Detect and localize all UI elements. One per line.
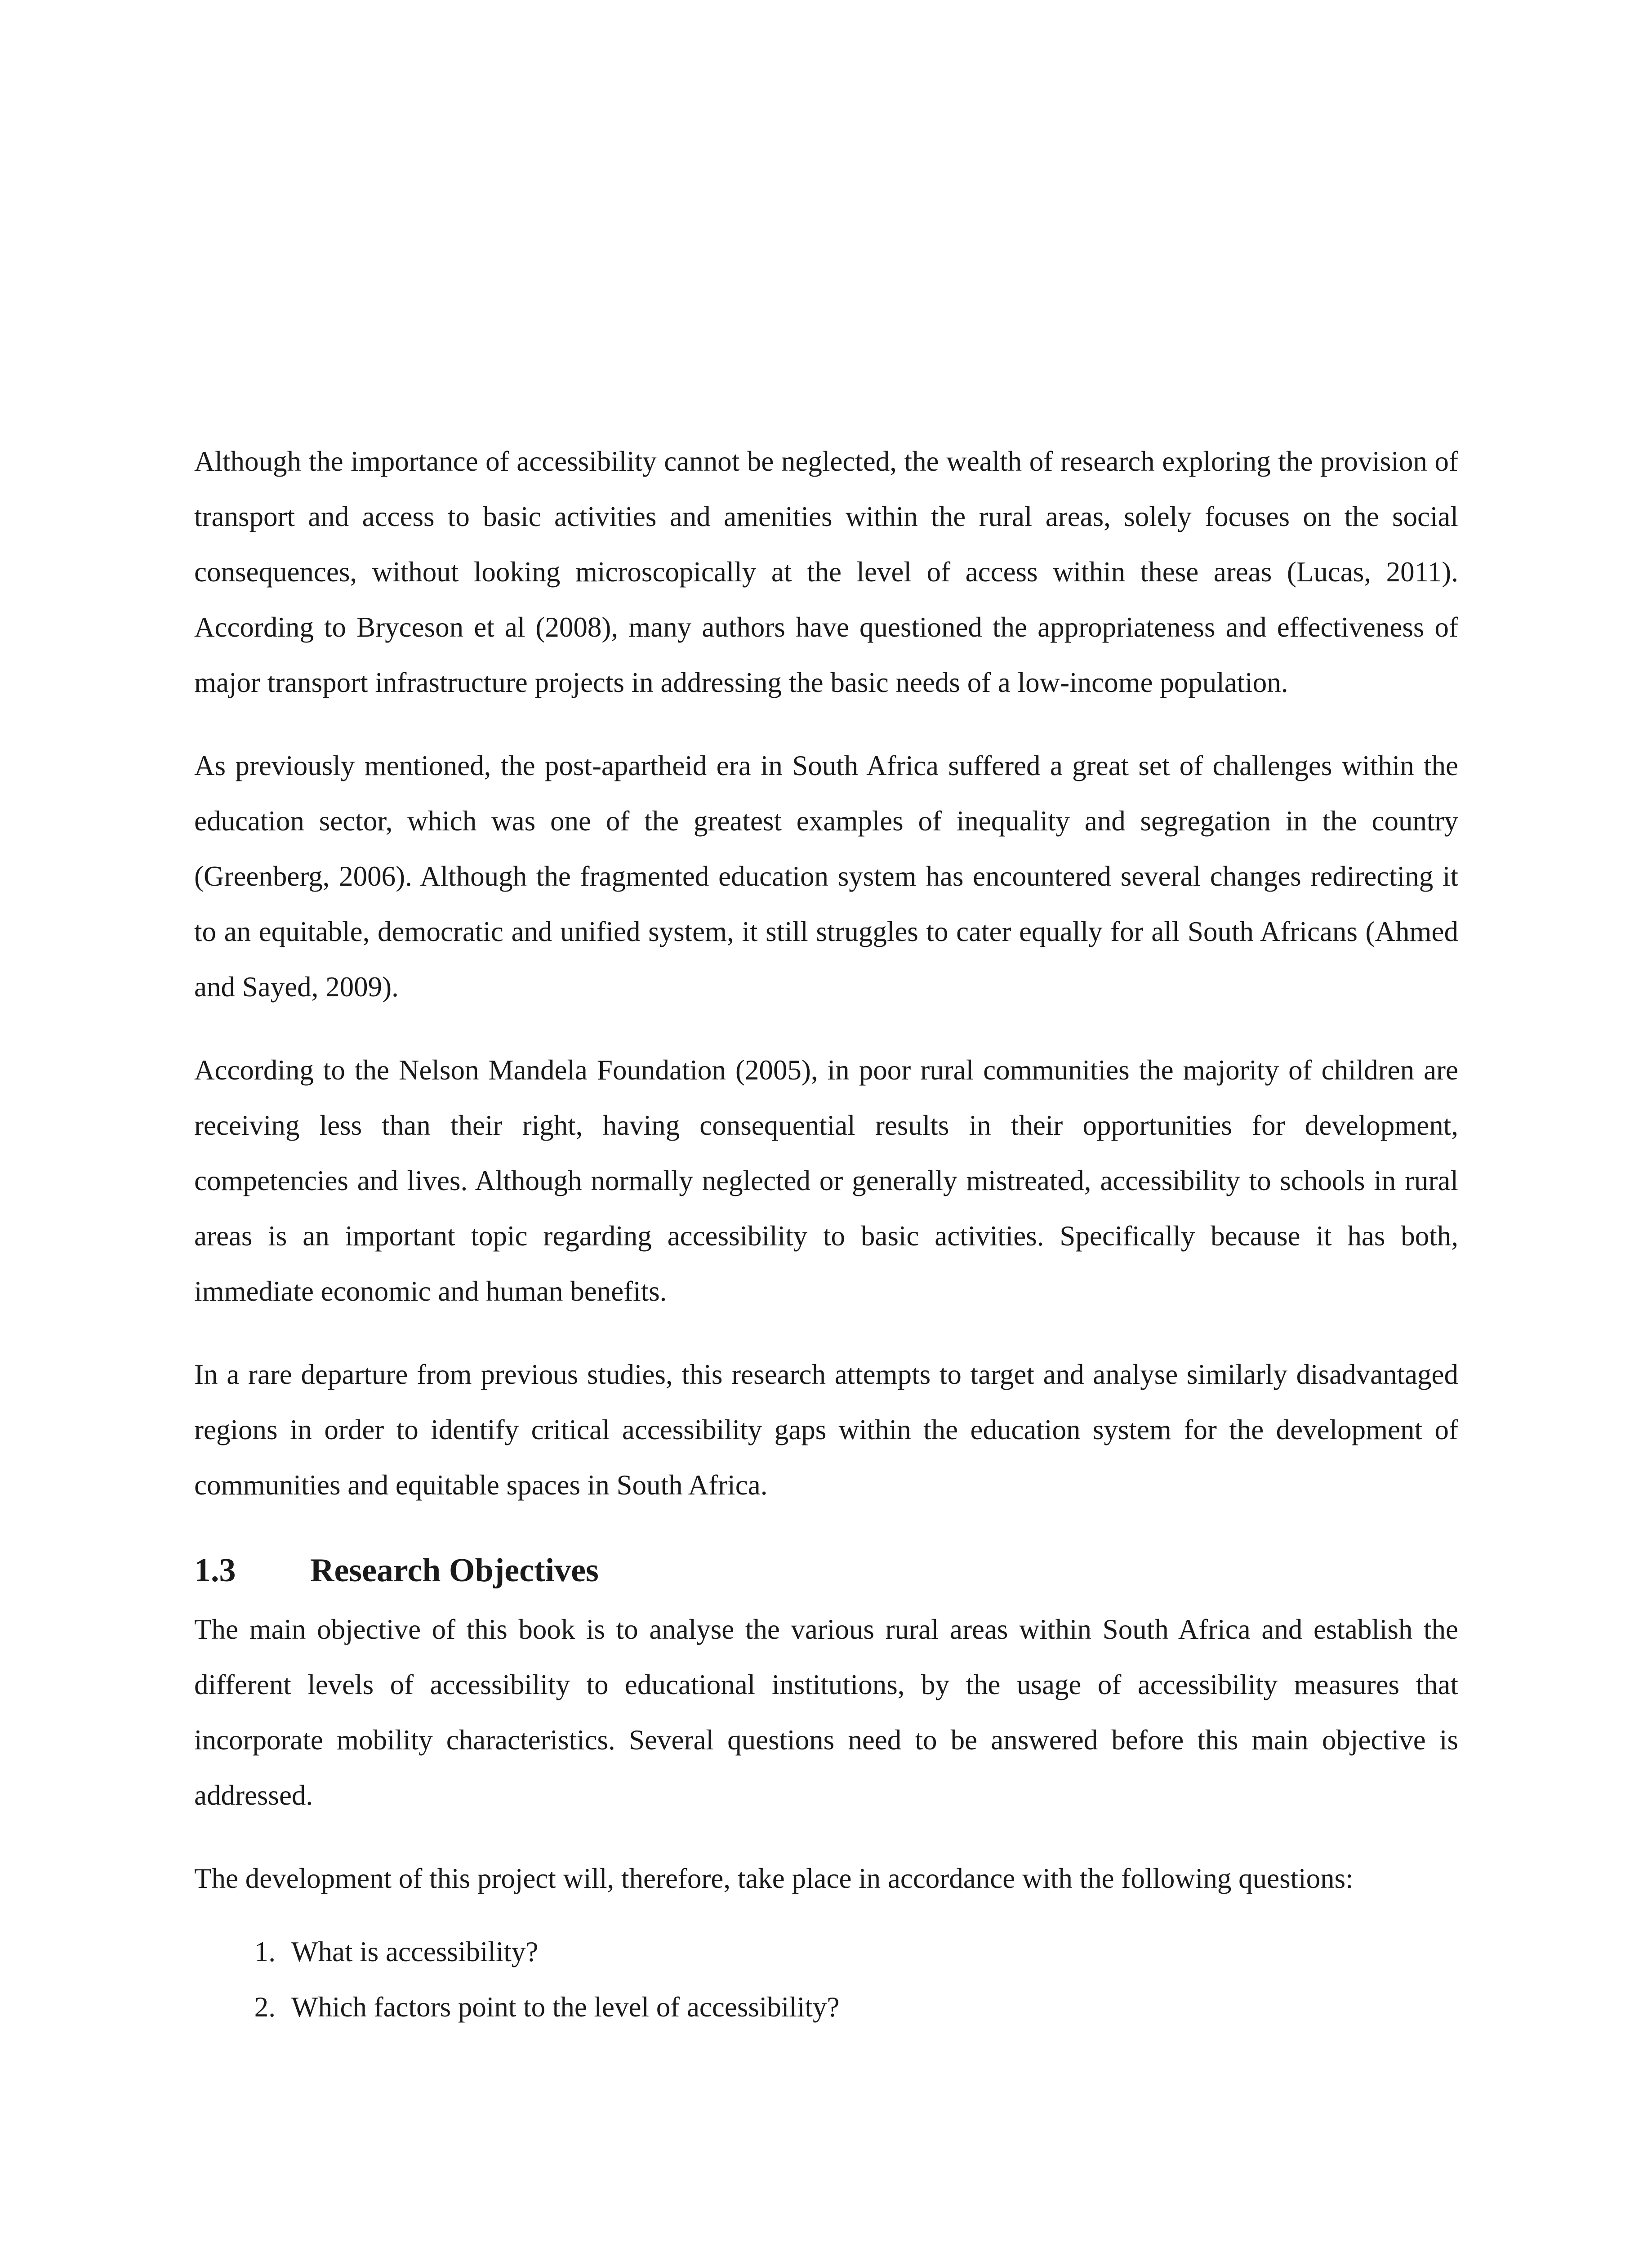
page-body — [194, 434, 1458, 2035]
list-item-number: 2. — [254, 1991, 276, 2023]
body-paragraph: According to the Nelson Mandela Foundation (2005), in poor rural communities the majority of children are receiving less than their right, having consequential results in their opportunities for development, competencies and lives. Although normally neglected or generally mistreated, accessibility to schools in rural areas is an important topic regarding accessibility to basic activities. Specifically because it has both, immediate economic and human benefits. — [194, 1054, 1458, 1307]
list-item-text: What is accessibility? — [291, 1936, 539, 1967]
section-heading — [194, 1543, 1458, 1597]
body-paragraph: Although the importance of accessibility cannot be neglected, the wealth of research exploring the provision of transport and access to basic activities and amenities within the rural areas, solely focuses on the social consequences, without looking microscopically at the level of access within these areas (Lucas, 2011). According to Bryceson et al (2008), many authors have questioned the appropriateness and effectiveness of major transport infrastructure projects in addressing the basic needs of a low-income population. — [194, 446, 1458, 698]
list-item — [194, 1924, 1458, 1980]
body-paragraph: As previously mentioned, the post-apartheid era in South Africa suffered a great set of challenges within the education sector, which was one of the greatest examples of inequality and segregation in the country (Greenberg, 2006). Although the fragmented education system has encountered several changes redirecting it to an equitable, democratic and unified system, it still struggles to cater equally for all South Africans (Ahmed and Sayed, 2009). — [194, 750, 1458, 1003]
body-paragraph: In a rare departure from previous studies, this research attempts to target and analyse similarly disadvantaged regions in order to identify critical accessibility gaps within the education system for the development of communities and equitable spaces in South Africa. — [194, 1359, 1458, 1501]
section-number: 1.3 — [194, 1552, 236, 1589]
questions-list — [194, 1924, 1458, 2035]
section-paragraph: The main objective of this book is to analyse the various rural areas within South Africa and establish the different levels of accessibility to educational institutions, by the usage of accessibility measures that incorporate mobility characteristics. Several questions need to be answered before this main objective is addressed. — [194, 1614, 1458, 1811]
list-item-number: 1. — [254, 1936, 276, 1967]
section-title: Research Objectives — [310, 1552, 599, 1589]
list-item — [194, 1980, 1458, 2035]
section-paragraph: The development of this project will, therefore, take place in accordance with the following questions: — [194, 1863, 1354, 1894]
list-item-text: Which factors point to the level of accessibility? — [291, 1991, 840, 2023]
